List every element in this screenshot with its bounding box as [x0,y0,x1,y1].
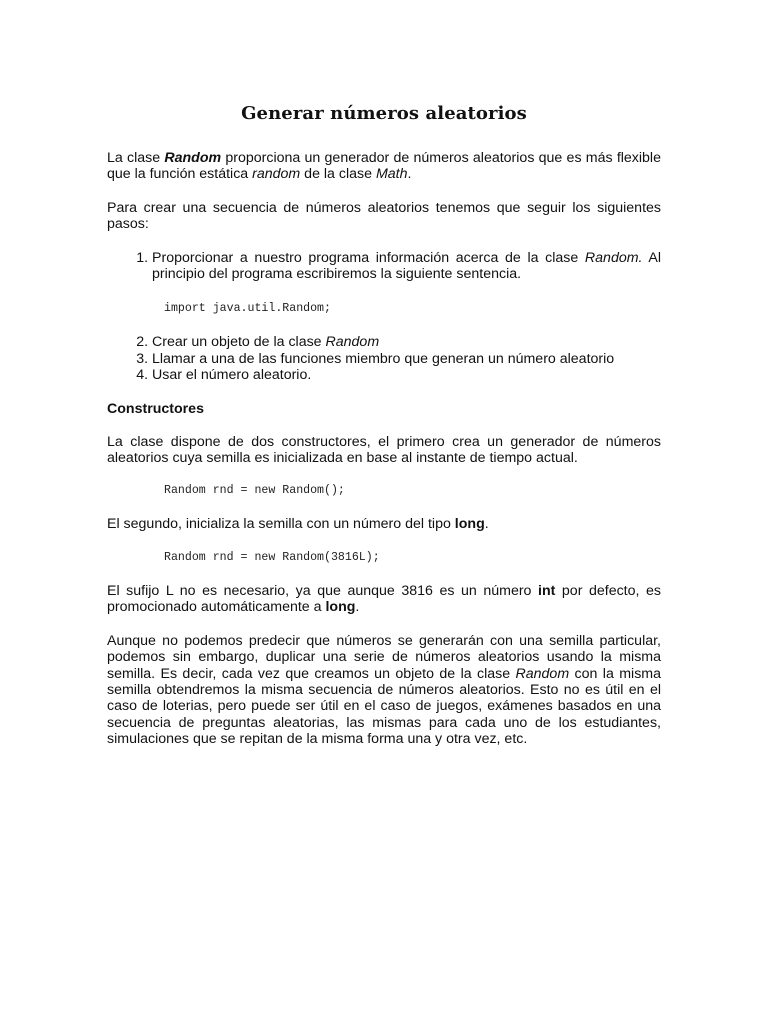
closing-class-name: Random [515,665,570,682]
document-title: Generar números aleatorios [241,103,527,124]
step-2 [152,334,661,350]
intro-text-4: . [407,166,412,183]
suffix-text-2: por defecto, es promocionado automáticamente a [107,582,662,616]
intro-paragraph [107,150,661,183]
steps-list-continued [107,334,661,383]
step-1-text: Proporcionar a nuestro programa información acerca de la clase [152,249,585,266]
second-ctor-end: . [484,516,489,533]
closing-paragraph [107,633,661,748]
step-3: 3. Llamar a una de las funciones miembro que generan un número aleatorio [152,351,661,367]
steps-list [107,250,661,283]
step-1 [152,250,661,283]
step-1-text-2: Al principio del programa escribiremos la siguiente sentencia. [152,249,661,283]
intro-func-name: random [252,166,301,183]
second-constructor-paragraph [107,516,661,532]
step-4: 4. Usar el número aleatorio. [152,367,661,383]
code-constructor-2: Random rnd = new Random(3816L); [164,550,380,564]
closing-text-1: Aunque no podemos predecir que números se generarán con una semilla particular, podemos sin embargo, duplicar una serie de números aleatorios usando la misma semilla. Es decir, cada vez que creamos un objeto de la clase [107,632,661,682]
intro-text-3: de la clase [300,166,376,183]
int-type-word: int [538,582,556,599]
code-constructor-1: Random rnd = new Random(); [164,484,345,498]
step-2-class-name: Random [325,334,380,351]
intro-text-2: proporciona un generador de números aleatorios que es más flexible que la función estática [107,150,661,183]
code-import: import java.util.Random; [164,302,331,316]
intro-math-name: Math [375,166,408,183]
intro-class-name: Random [164,150,222,166]
suffix-paragraph [107,583,661,616]
steps-intro-paragraph: Para crear una secuencia de números aleatorios tenemos que seguir los siguientes pasos: [107,199,661,233]
closing-text-2: con la misma semilla obtendremos la misma secuencia de números aleatorios. Esto no es útil en el caso de loterias, pero puede ser útil en el caso de juegos, exámenes basados en una secuencia de preguntas aleatorias, las mismas para cada uno de los estudiantes, simulaciones que se repitan de la misma forma una y otra vez, etc. [107,665,662,748]
step-1-class-name: Random. [584,249,643,266]
constructors-heading: Constructores [107,400,204,417]
document-body [107,103,661,748]
intro-text-1: La clase [107,150,165,166]
constructors-paragraph: La clase dispone de dos constructores, el primero crea un generador de números aleatorios cuya semilla es inicializada en base al instante de tiempo actual. [107,433,661,467]
suffix-text-1: El sufijo L no es necesario, ya que aunque 3816 es un número [107,582,539,599]
second-ctor-text: El segundo, inicializa la semilla con un número del tipo [107,516,455,533]
long-type-word-2: long [325,599,356,616]
step-2-text: Crear un objeto de la clase [152,334,326,351]
long-type-word: long [454,516,485,533]
suffix-text-3: . [355,599,360,616]
